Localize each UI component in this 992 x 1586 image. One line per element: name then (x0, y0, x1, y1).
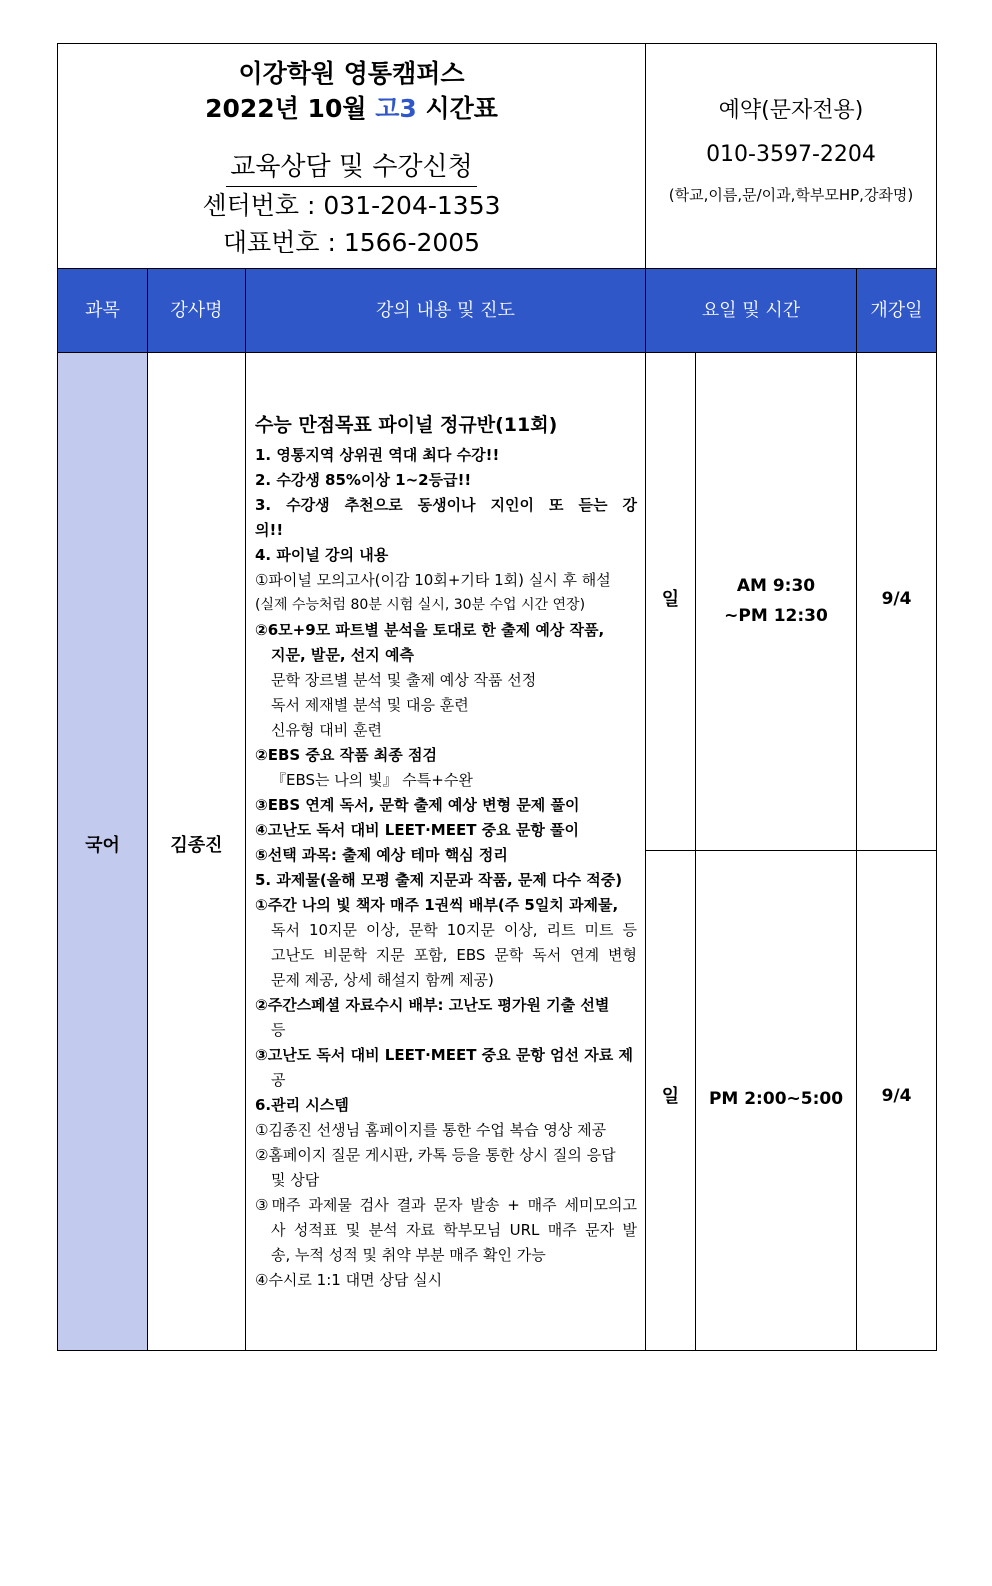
content-line: ④수시로 1:1 대면 상담 실시 (255, 1271, 443, 1289)
content-line: 문학 장르별 분석 및 출제 예상 작품 선정 (271, 671, 537, 689)
content-line: 1. 영통지역 상위권 역대 최다 수강!! (255, 446, 500, 464)
reservation-note: (학교,이름,문/이과,학부모HP,강좌명) (668, 186, 914, 204)
content-line: ③매주 과제물 검사 결과 문자 발송 + 매주 세미모의고 (255, 1196, 637, 1214)
content-line: 독서 10지문 이상, 문학 10지문 이상, 리트 미트 등 (271, 921, 637, 939)
academy-title: 이강학원 영통캠퍼스 (238, 59, 465, 88)
center-phone: 센터번호 : 031-204-1353 (202, 191, 501, 220)
header-left-panel (58, 44, 646, 268)
content-line: 고난도 비문학 지문 포함, EBS 문학 독서 연계 변형 (271, 946, 637, 964)
session-2-time (696, 850, 857, 1350)
course-content-cell (246, 353, 646, 1350)
content-line: ③EBS 연계 독서, 문학 출제 예상 변형 문제 풀이 (255, 796, 580, 814)
column-header-subject: 과목 (58, 269, 148, 352)
content-line: ②6모+9모 파트별 분석을 토대로 한 출제 예상 작품, (255, 621, 605, 639)
timetable-title-suffix: 시간표 (416, 94, 498, 123)
main-phone: 대표번호 : 1566-2005 (222, 228, 481, 257)
consult-heading (58, 150, 645, 187)
timetable-page (57, 43, 937, 1351)
column-header-open-date: 개강일 (870, 300, 923, 321)
content-line: 4. 파이널 강의 내용 (255, 546, 389, 564)
content-line: ④고난도 독서 대비 LEET·MEET 중요 문항 풀이 (255, 821, 580, 839)
content-line: ②주간스페셜 자료수시 배부: 고난도 평가원 기출 선별 (255, 996, 610, 1014)
header-right-panel (646, 44, 936, 268)
content-line: 송, 누적 성적 및 취약 부분 매주 확인 가능 (271, 1246, 546, 1264)
session-2-time-start: PM 2:00~5:00 (708, 1089, 844, 1109)
column-header-teacher: 강사명 (148, 269, 246, 352)
course-title: 수능 만점목표 파이널 정규반(11회) (255, 414, 558, 436)
teacher-cell: 김종진 (148, 353, 246, 1350)
reservation-label: 예약(문자전용) (718, 98, 864, 123)
content-line: ②홈페이지 질문 게시판, 카톡 등을 통한 상시 질의 응답 (255, 1146, 616, 1164)
content-line: 등 (271, 1021, 286, 1039)
session-2-day: 일 (646, 850, 696, 1350)
timetable-title-date: 2022년 10월 (205, 94, 376, 123)
session-1-time-start: AM 9:30 (736, 576, 816, 596)
content-line: 2. 수강생 85%이상 1~2등급!! (255, 471, 472, 489)
content-line: 신유형 대비 훈련 (271, 721, 382, 739)
session-1-time-end: ~PM 12:30 (724, 606, 828, 626)
content-line: 사 성적표 및 분석 자료 학부모님 URL 매주 문자 발 (271, 1221, 637, 1239)
content-line: 및 상담 (271, 1171, 320, 1189)
content-line: (실제 수능처럼 80분 시험 실시, 30분 수업 시간 연장) (255, 597, 586, 613)
consult-heading-text: 교육상담 및 수강신청 (226, 150, 477, 187)
content-line: ①김종진 선생님 홈페이지를 통한 수업 복습 영상 제공 (255, 1121, 607, 1139)
column-header-row (58, 268, 936, 353)
content-line: 3. 수강생 추천으로 동생이나 지인이 또 듣는 강 (255, 496, 637, 514)
content-line: ①주간 나의 빛 책자 매주 1권씩 배부(주 5일치 과제물, (255, 896, 619, 914)
content-line: 5. 과제물(올해 모평 출제 지문과 작품, 문제 다수 적중) (255, 871, 623, 889)
content-line: 독서 제재별 분석 및 대응 훈련 (271, 696, 469, 714)
content-line: 문제 제공, 상세 해설지 함께 제공) (271, 971, 494, 989)
content-line: ⑤선택 과목: 출제 예상 테마 핵심 정리 (255, 846, 508, 864)
session-1-open-date: 9/4 (881, 589, 912, 609)
column-header-content: 강의 내용 및 진도 (246, 269, 646, 352)
content-line: 의!! (255, 521, 284, 539)
column-header-schedule: 요일 및 시간 (646, 269, 857, 352)
content-line: 공 (271, 1071, 286, 1089)
content-line: 『EBS는 나의 빛』 수특+수완 (271, 771, 473, 789)
timetable-title (58, 93, 645, 125)
subject-cell: 국어 (58, 353, 148, 1350)
content-line: ①파이널 모의고사(이감 10회+기타 1회) 실시 후 해설 (255, 571, 611, 589)
session-1-time (696, 353, 857, 850)
content-line: ③고난도 독서 대비 LEET·MEET 중요 문항 엄선 자료 제 (255, 1046, 633, 1064)
content-line: 지문, 발문, 선지 예측 (271, 646, 414, 664)
reservation-phone: 010-3597-2204 (706, 142, 876, 167)
grade-label: 고3 (375, 94, 417, 123)
session-1-day: 일 (646, 353, 696, 850)
content-line: ②EBS 중요 작품 최종 점검 (255, 746, 437, 764)
content-line: 6.관리 시스템 (255, 1096, 349, 1114)
session-2-open-date: 9/4 (881, 1086, 912, 1106)
